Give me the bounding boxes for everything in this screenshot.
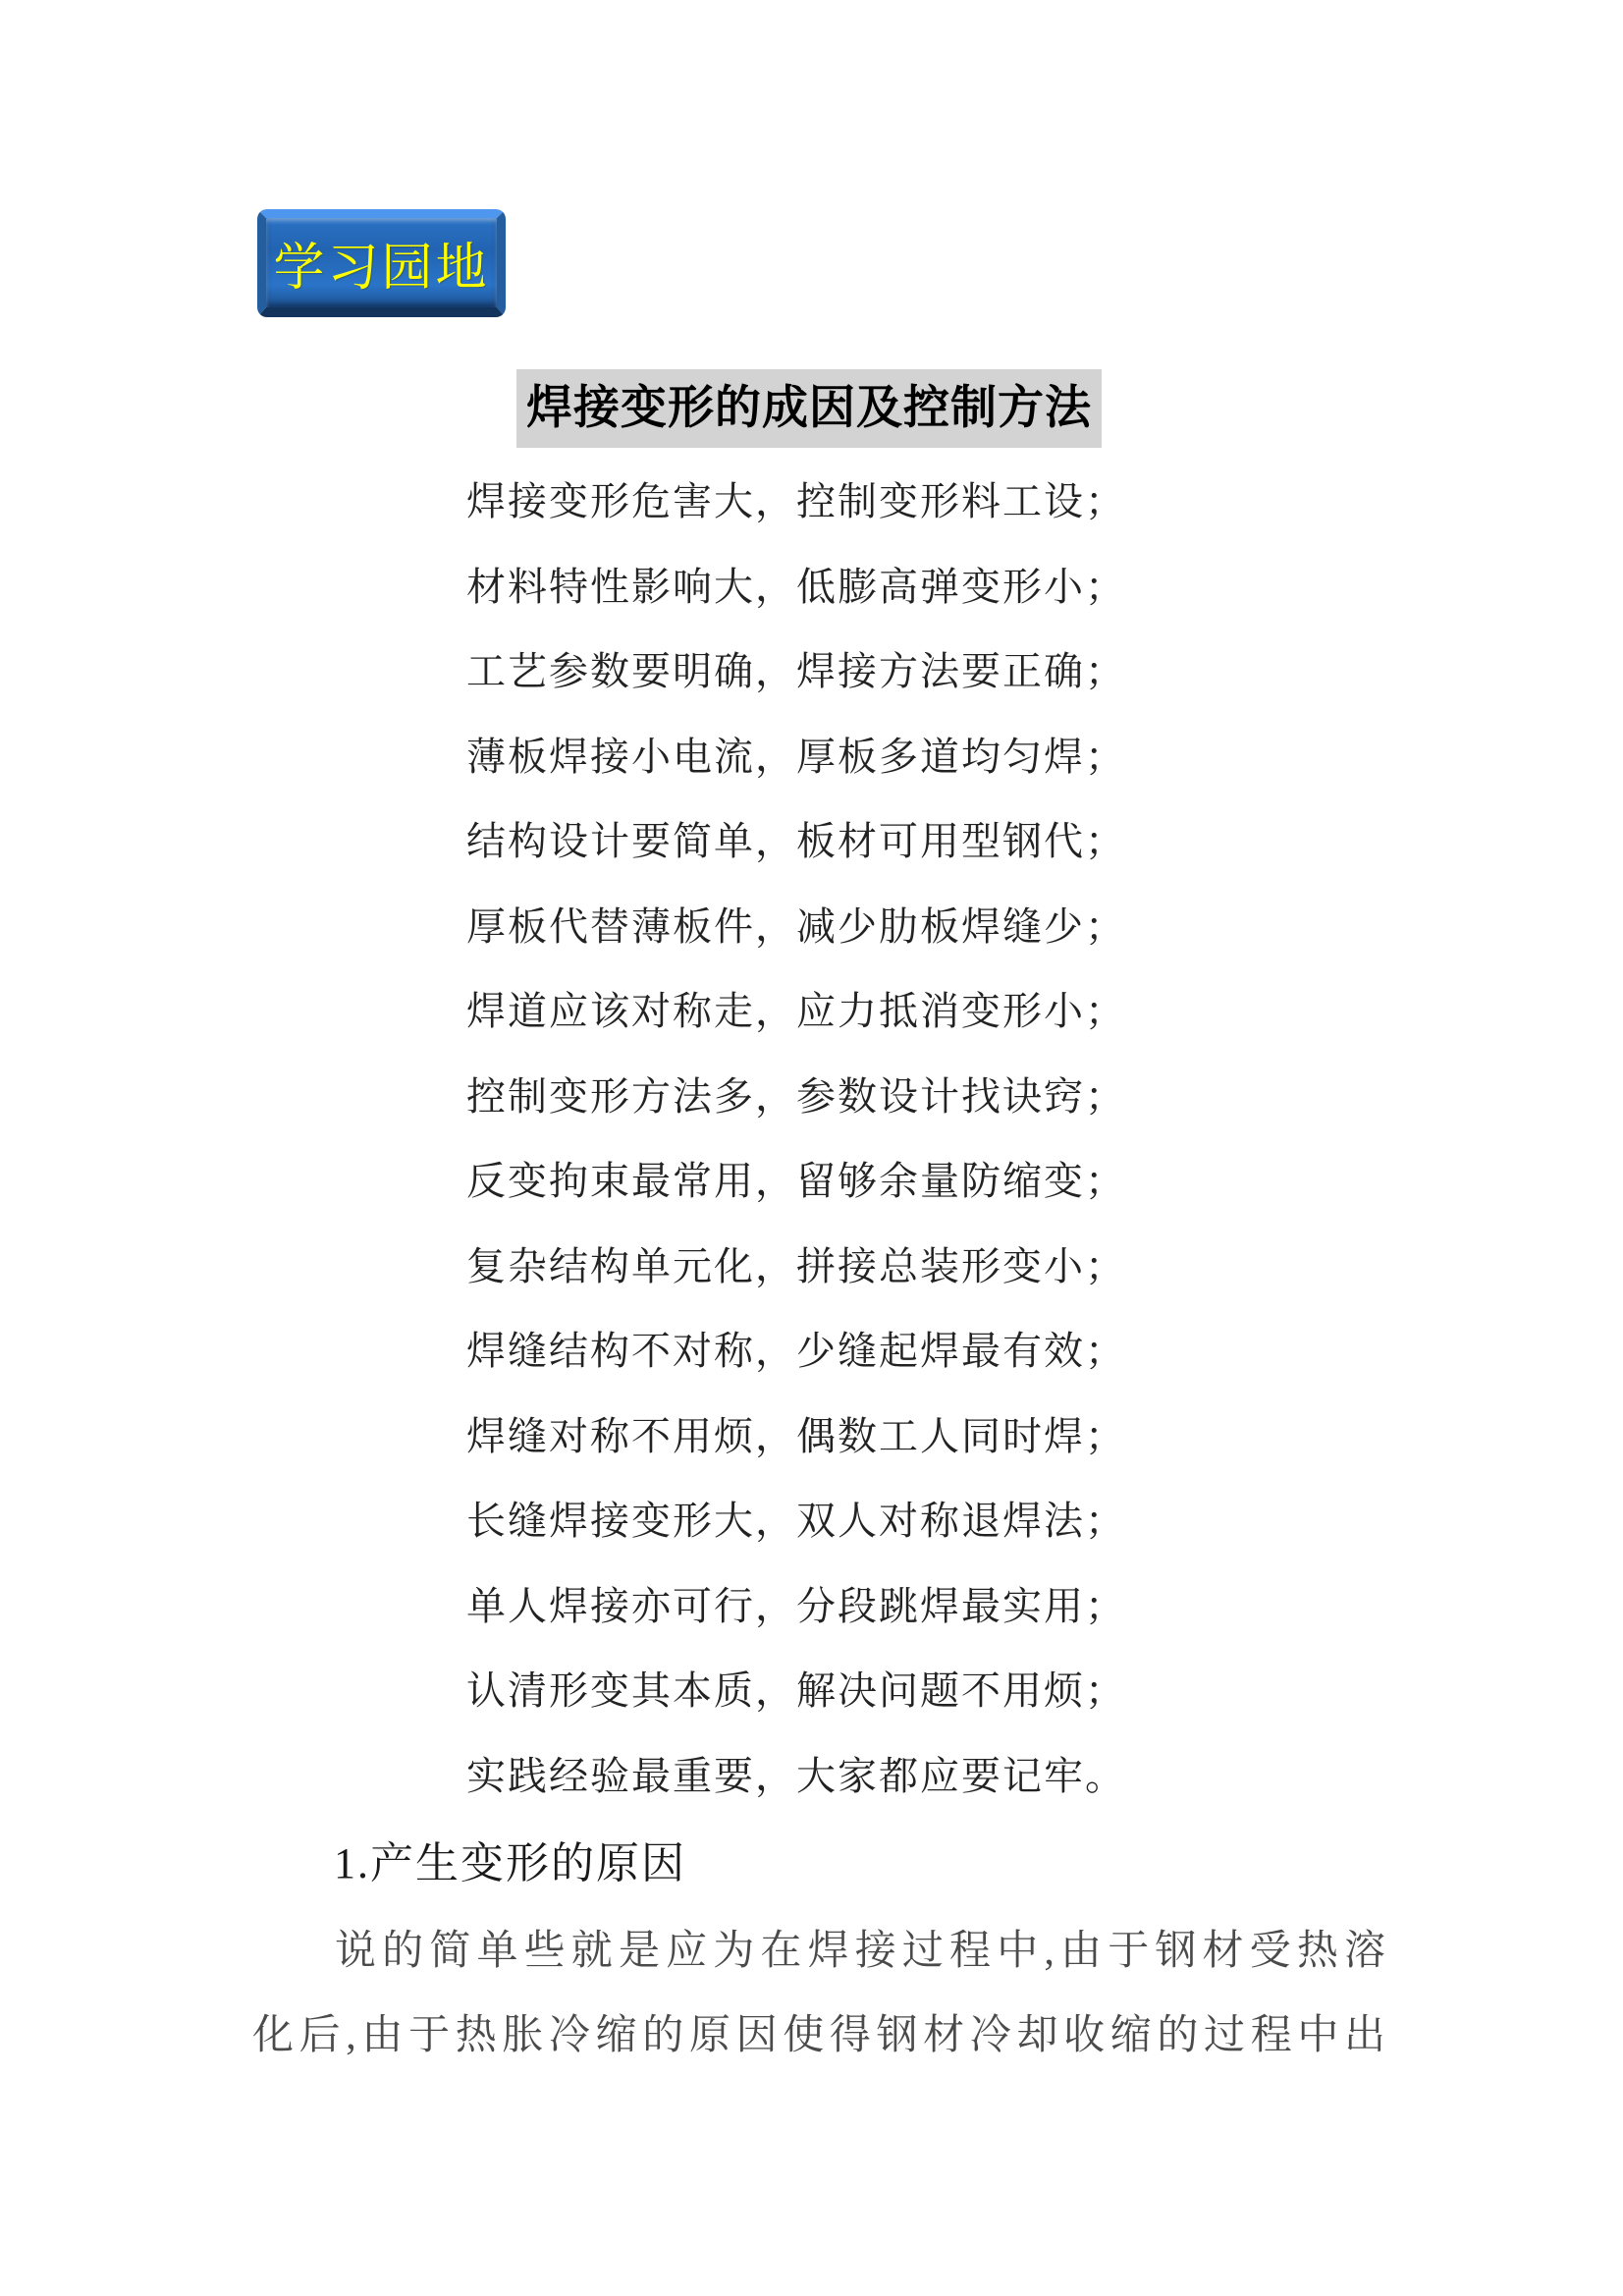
verse-line: 厚板代替薄板件，减少肋板焊缝少；	[466, 903, 1126, 949]
verse-line: 薄板焊接小电流，厚板多道均匀焊；	[466, 734, 1126, 779]
verse-line: 复杂结构单元化，拼接总装形变小；	[466, 1243, 1126, 1288]
verse-line: 反变拘束最常用，留够余量防缩变；	[466, 1159, 1126, 1203]
page-title	[516, 369, 1102, 448]
verse-line: 焊缝结构不对称，少缝起焊最有效；	[466, 1329, 1126, 1373]
verse-line: 结构设计要简单，板材可用型钢代；	[466, 819, 1126, 863]
verse-line: 实践经验最重要，大家都应要记牢。	[466, 1753, 1126, 1798]
learning-corner-badge	[257, 209, 506, 317]
learning-corner-badge-label: 学习园地	[273, 241, 490, 297]
verse-line: 单人焊接亦可行，分段跳焊最实用；	[466, 1583, 1126, 1628]
verse-line: 焊接变形危害大，控制变形料工设；	[466, 479, 1126, 523]
paragraph-line: 说的简单些就是应为在焊接过程中,由于钢材受热溶	[335, 1929, 1387, 1974]
verse-line: 焊缝对称不用烦，偶数工人同时焊；	[466, 1413, 1126, 1458]
verse-line: 焊道应该对称走，应力抵消变形小；	[466, 989, 1126, 1033]
verse-line: 认清形变其本质，解决问题不用烦；	[466, 1668, 1126, 1713]
body-paragraph	[252, 1909, 1387, 2078]
verse-line: 长缝焊接变形大，双人对称退焊法；	[466, 1499, 1126, 1543]
verse-line: 控制变形方法多，参数设计找诀窍；	[466, 1073, 1126, 1119]
verse-line: 材料特性影响大，低膨高弹变形小；	[466, 564, 1126, 609]
section-heading: 1.产生变形的原因	[334, 1839, 686, 1887]
page-title-text: 焊接变形的成因及控制方法	[516, 369, 1102, 448]
verse-block	[466, 460, 1126, 1819]
paragraph-line: 化后,由于热胀冷缩的原因使得钢材冷却收缩的过程中出	[252, 2013, 1387, 2058]
verse-line: 工艺参数要明确，焊接方法要正确；	[466, 649, 1126, 693]
